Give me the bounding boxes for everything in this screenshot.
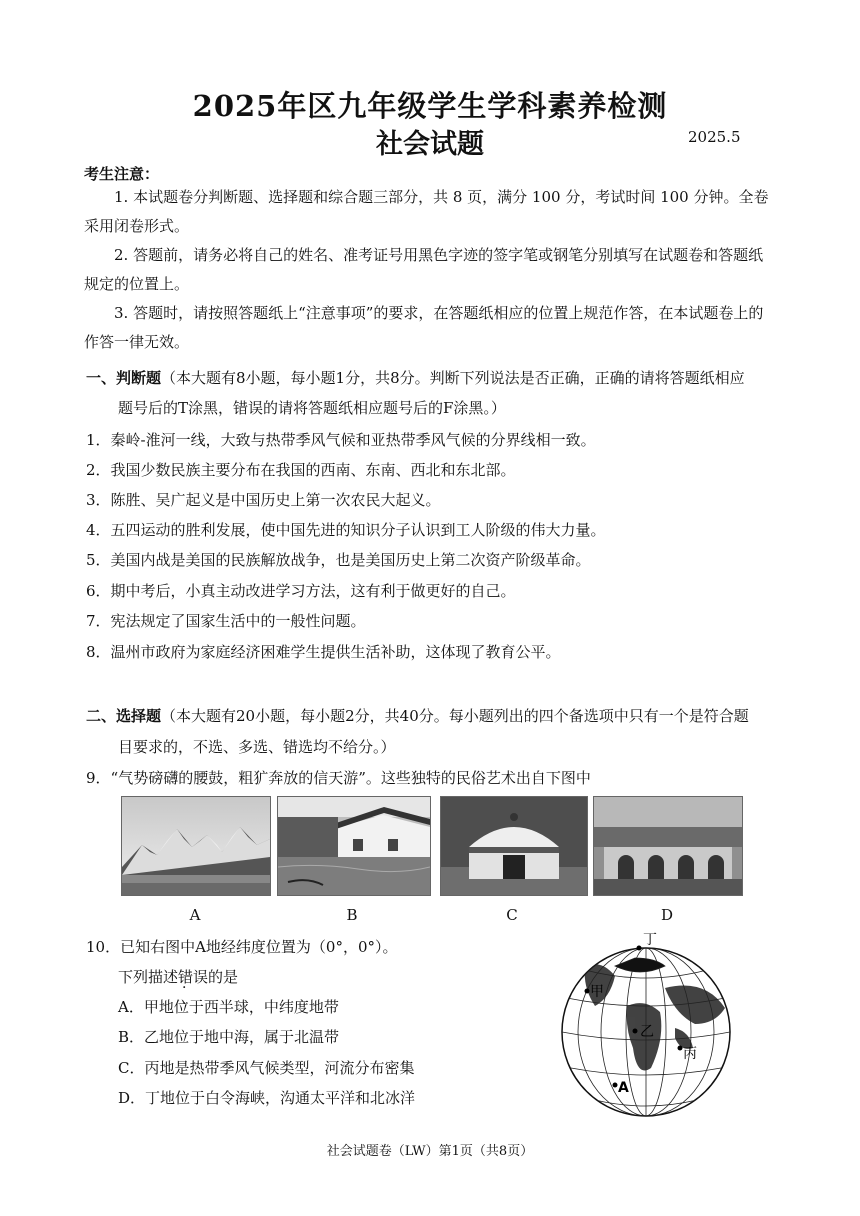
globe-label-bing: 丙	[683, 1046, 697, 1062]
q10-sub-emphasis: 错误 · ·	[178, 968, 208, 986]
globe-map	[555, 928, 737, 1128]
section1-desc-1: （本大题有8小题，每小题1分，共8分。判断下列说法是否正确，正确的请将答题纸相应	[161, 369, 745, 387]
exam-title: 2025年区九年级学生学科素养检测	[192, 89, 668, 123]
photo-d-cave-dwellings	[593, 796, 743, 896]
question-10-stem: 10．已知右图中A地经纬度位置为（0°，0°）。	[86, 938, 398, 956]
q10-sub-suffix: 的是	[208, 968, 239, 986]
globe-label-jia: 甲	[590, 984, 604, 1000]
photo-label-d: D	[660, 906, 674, 924]
exam-date: 2025.5	[688, 128, 741, 146]
section1-desc-2: 题号后的T涂黑，错误的请将答题纸相应题号后的F涂黑。）	[118, 399, 506, 417]
q10-option-a: A．甲地位于西半球，中纬度地带	[118, 998, 339, 1016]
question-9: 9．“气势磅礴的腰鼓，粗犷奔放的信天游”。这些独特的民俗艺术出自下图中	[86, 769, 591, 787]
globe-label-ding: 丁	[643, 932, 657, 948]
question-6: 6．期中考后，小真主动改进学习方法，这有利于做更好的自己。	[86, 582, 516, 600]
photo-b-water-town	[277, 796, 431, 896]
notice-item-2: 2. 答题前，请务必将自己的姓名、准考证号用黑色字迹的签字笔或钢笔分别填写在试题卷和答题纸规定的位置上。	[84, 246, 764, 293]
question-2: 2．我国少数民族主要分布在我国的西南、东南、西北和东北部。	[86, 461, 516, 479]
notice-item-3: 3. 答题时，请按照答题纸上“注意事项”的要求，在答题纸相应的位置上规范作答，在本试题卷上的作答一律无效。	[84, 304, 764, 351]
question-4: 4．五四运动的胜利发展，使中国先进的知识分子认识到工人阶级的伟大力量。	[86, 521, 606, 539]
globe-label-yi: 乙	[640, 1024, 654, 1040]
question-10-sub	[118, 966, 238, 987]
q10-option-b: B．乙地位于地中海，属于北温带	[118, 1028, 340, 1046]
photo-label-b: B	[346, 906, 358, 924]
globe-label-a: A	[618, 1080, 629, 1096]
exam-subtitle: 社会试题	[376, 129, 484, 160]
section1-header	[86, 367, 786, 388]
photo-c-yurt	[440, 796, 588, 896]
section2-desc-2: 目要求的，不选、多选、错选均不给分。）	[118, 738, 396, 756]
question-5: 5．美国内战是美国的民族解放战争，也是美国历史上第二次资产阶级革命。	[86, 551, 591, 569]
question-7: 7．宪法规定了国家生活中的一般性问题。	[86, 612, 366, 630]
q10-sub-prefix: 下列描述	[118, 968, 179, 986]
notice-item-1: 1. 本试题卷分判断题、选择题和综合题三部分，共 8 页，满分 100 分，考试时间 100 分钟。全卷采用闭卷形式。	[84, 188, 769, 235]
photo-a-snow-mountains	[121, 796, 271, 896]
q10-option-c: C．丙地是热带季风气候类型，河流分布密集	[118, 1059, 415, 1077]
photo-label-a: A	[189, 906, 201, 924]
question-1: 1．秦岭-淮河一线，大致与热带季风气候和亚热带季风气候的分界线相一致。	[86, 431, 596, 449]
photo-label-c: C	[506, 906, 518, 924]
question-3: 3．陈胜、吴广起义是中国历史上第一次农民大起义。	[86, 491, 441, 509]
q10-option-d: D．丁地位于白令海峡，沟通太平洋和北冰洋	[118, 1089, 416, 1107]
page-footer: 社会试题卷（LW）第1页（共8页）	[326, 1144, 534, 1159]
question-8: 8．温州市政府为家庭经济困难学生提供生活补助，这体现了教育公平。	[86, 643, 561, 661]
section2-header	[86, 705, 786, 726]
notice-heading: 考生注意：	[84, 165, 160, 183]
section2-desc-1: （本大题有20小题，每小题2分，共40分。每小题列出的四个备选项中只有一个是符合题	[161, 707, 749, 725]
section2-title: 二、选择题	[86, 707, 162, 725]
section1-title: 一、判断题	[86, 369, 162, 387]
